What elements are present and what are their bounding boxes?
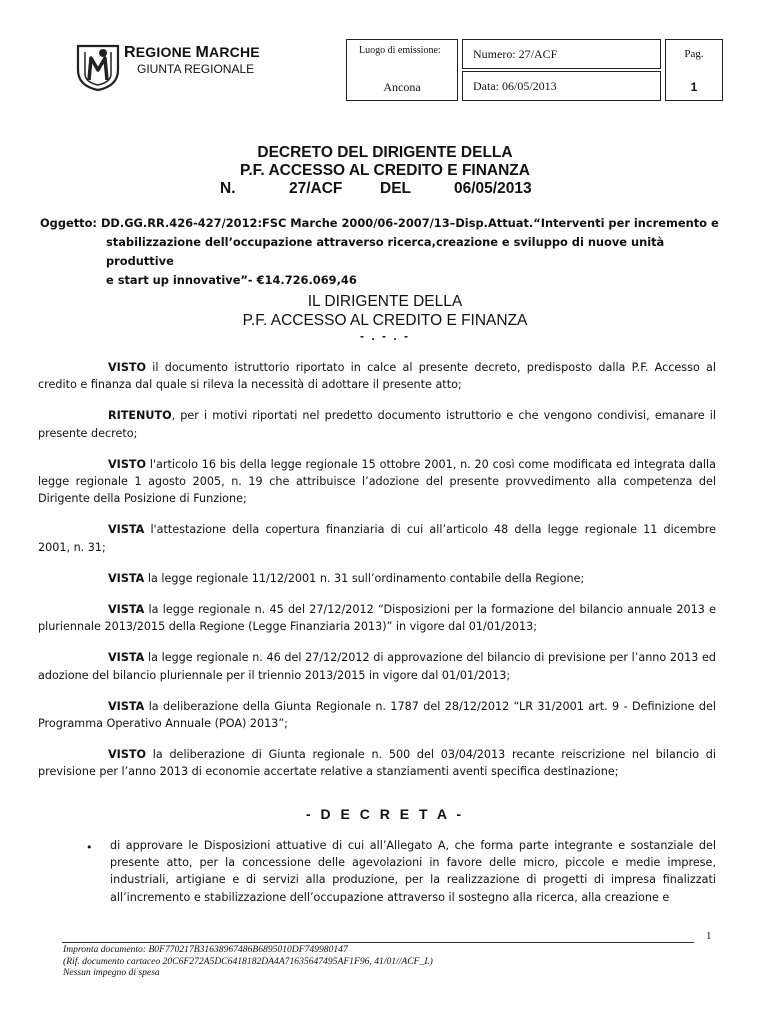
paragraph: VISTO l'articolo 16 bis della legge regionale 15 ottobre 2001, n. 20 così come modificata ed integrata dalla legge regionale 1 agosto 2005, n. 19 che attribuisce l’adozione del presente provvedimento alla competenza del Dirigente della Posizione di Funzione;	[38, 457, 716, 506]
luogo-value: Ancona	[383, 80, 421, 94]
bullet-item: di approvare le Disposizioni attuative di cui all’Allegato A, che forma parte integrante e sostanziale del presente atto, per la concessione delle agevolazioni in favore delle micro, piccole e medie imprese, industriali, artigiane e di servizi alla produzione, per la realizzazione di progetti di impresa finalizzati all’incremento e stabilizzazione dell’occupazione attraverso il sostegno alla ricerca, alla creazione e	[110, 839, 716, 904]
org-name: REGIONE MARCHE	[124, 44, 260, 61]
decree-n-value: 27/ACF	[289, 180, 343, 197]
data-box	[462, 71, 661, 101]
footer-impronta: Impronta documento: B0F770217B31638967486B6895010DF749980147	[63, 944, 348, 955]
paragraph: VISTA la legge regionale n. 46 del 27/12/2012 di approvazione del bilancio di previsione per l’anno 2013 ed adozione del bilancio pluriennale per il triennio 2013/2015 in vigore dal 01/01/2013;	[38, 651, 716, 682]
numero-value: Numero: 27/ACF	[473, 47, 558, 61]
decree-n-label: N.	[220, 180, 236, 197]
footer	[63, 944, 433, 979]
decree-del-label: DEL	[380, 180, 411, 197]
heading-separator: - . - . -	[360, 329, 410, 343]
page-number: 1	[706, 930, 712, 942]
luogo-label: Luogo di emissione:	[359, 45, 441, 56]
data-value: Data: 06/05/2013	[473, 79, 557, 93]
luogo-box	[346, 39, 458, 101]
dirigente-heading-line1: IL DIRIGENTE DELLA	[307, 293, 463, 310]
paragraph: RITENUTO, per i motivi riportati nel predetto documento istruttorio e che vengono condivisi, emanare il presente decreto;	[38, 409, 716, 440]
pag-value: 1	[690, 80, 698, 94]
org-subtitle: GIUNTA REGIONALE	[137, 62, 255, 76]
bullet-icon: •	[86, 841, 93, 854]
oggetto-line2: stabilizzazione dell’occupazione attraverso ricerca,creazione e sviluppo di nuove unità produttive	[106, 235, 665, 268]
paragraph: VISTA l'attestazione della copertura finanziaria di cui all’articolo 48 della legge regionale 11 dicembre 2001, n. 31;	[38, 523, 716, 554]
paragraph: VISTO la deliberazione di Giunta regionale n. 500 del 03/04/2013 recante reiscrizione nel bilancio di previsione per l’anno 2013 di economie accertate relative a stanziamenti aventi specifica destinazione;	[38, 748, 716, 779]
oggetto-line1: Oggetto: DD.GG.RR.426-427/2012:FSC Marche 2000/06-2007/13–Disp.Attuat.“Interventi per incremento e	[40, 216, 719, 230]
decree-body	[38, 359, 716, 795]
pag-box	[665, 39, 723, 101]
pag-label: Pag.	[684, 48, 704, 60]
decree-title-line2: P.F. ACCESSO AL CREDITO E FINANZA	[240, 162, 530, 179]
decreta-heading: - D E C R E T A -	[305, 806, 465, 822]
footer-riferimento: (Rif. documento cartaceo 20C6F272A5DC6418182DA4A71635647495AF1F96, 41/01//ACF_L)	[63, 955, 433, 967]
footer-impegno: Nessun impegno di spesa	[63, 967, 160, 978]
numero-box	[462, 39, 661, 69]
paragraph: VISTA la deliberazione della Giunta Regionale n. 1787 del 28/12/2012 “LR 31/2001 art. 9 - Definizione del Programma Operativo Annuale (POA) 2013”;	[38, 699, 716, 731]
decree-title-line1: DECRETO DEL DIRIGENTE DELLA	[257, 144, 513, 161]
oggetto-line3: e start up innovative”- €14.726.069,46	[106, 273, 357, 287]
footer-divider	[62, 942, 694, 943]
regione-marche-logo-icon	[72, 40, 124, 92]
paragraph: VISTA la legge regionale 11/12/2001 n. 31 sull’ordinamento contabile della Regione;	[108, 571, 585, 585]
paragraph: VISTA la legge regionale n. 45 del 27/12/2012 “Disposizioni per la formazione del bilancio annuale 2013 e pluriennale 2013/2015 della Regione (Legge Finanziaria 2013)” in vigore dal 01/01/2013;	[38, 603, 716, 634]
paragraph: VISTO il documento istruttorio riportato in calce al presente decreto, predisposto dalla P.F. Accesso al credito e finanza dal quale si rileva la necessità di adottare il presente atto;	[38, 361, 716, 392]
decree-date-value: 06/05/2013	[454, 180, 532, 197]
oggetto	[40, 214, 730, 290]
dirigente-heading-line2: P.F. ACCESSO AL CREDITO E FINANZA	[242, 312, 528, 329]
